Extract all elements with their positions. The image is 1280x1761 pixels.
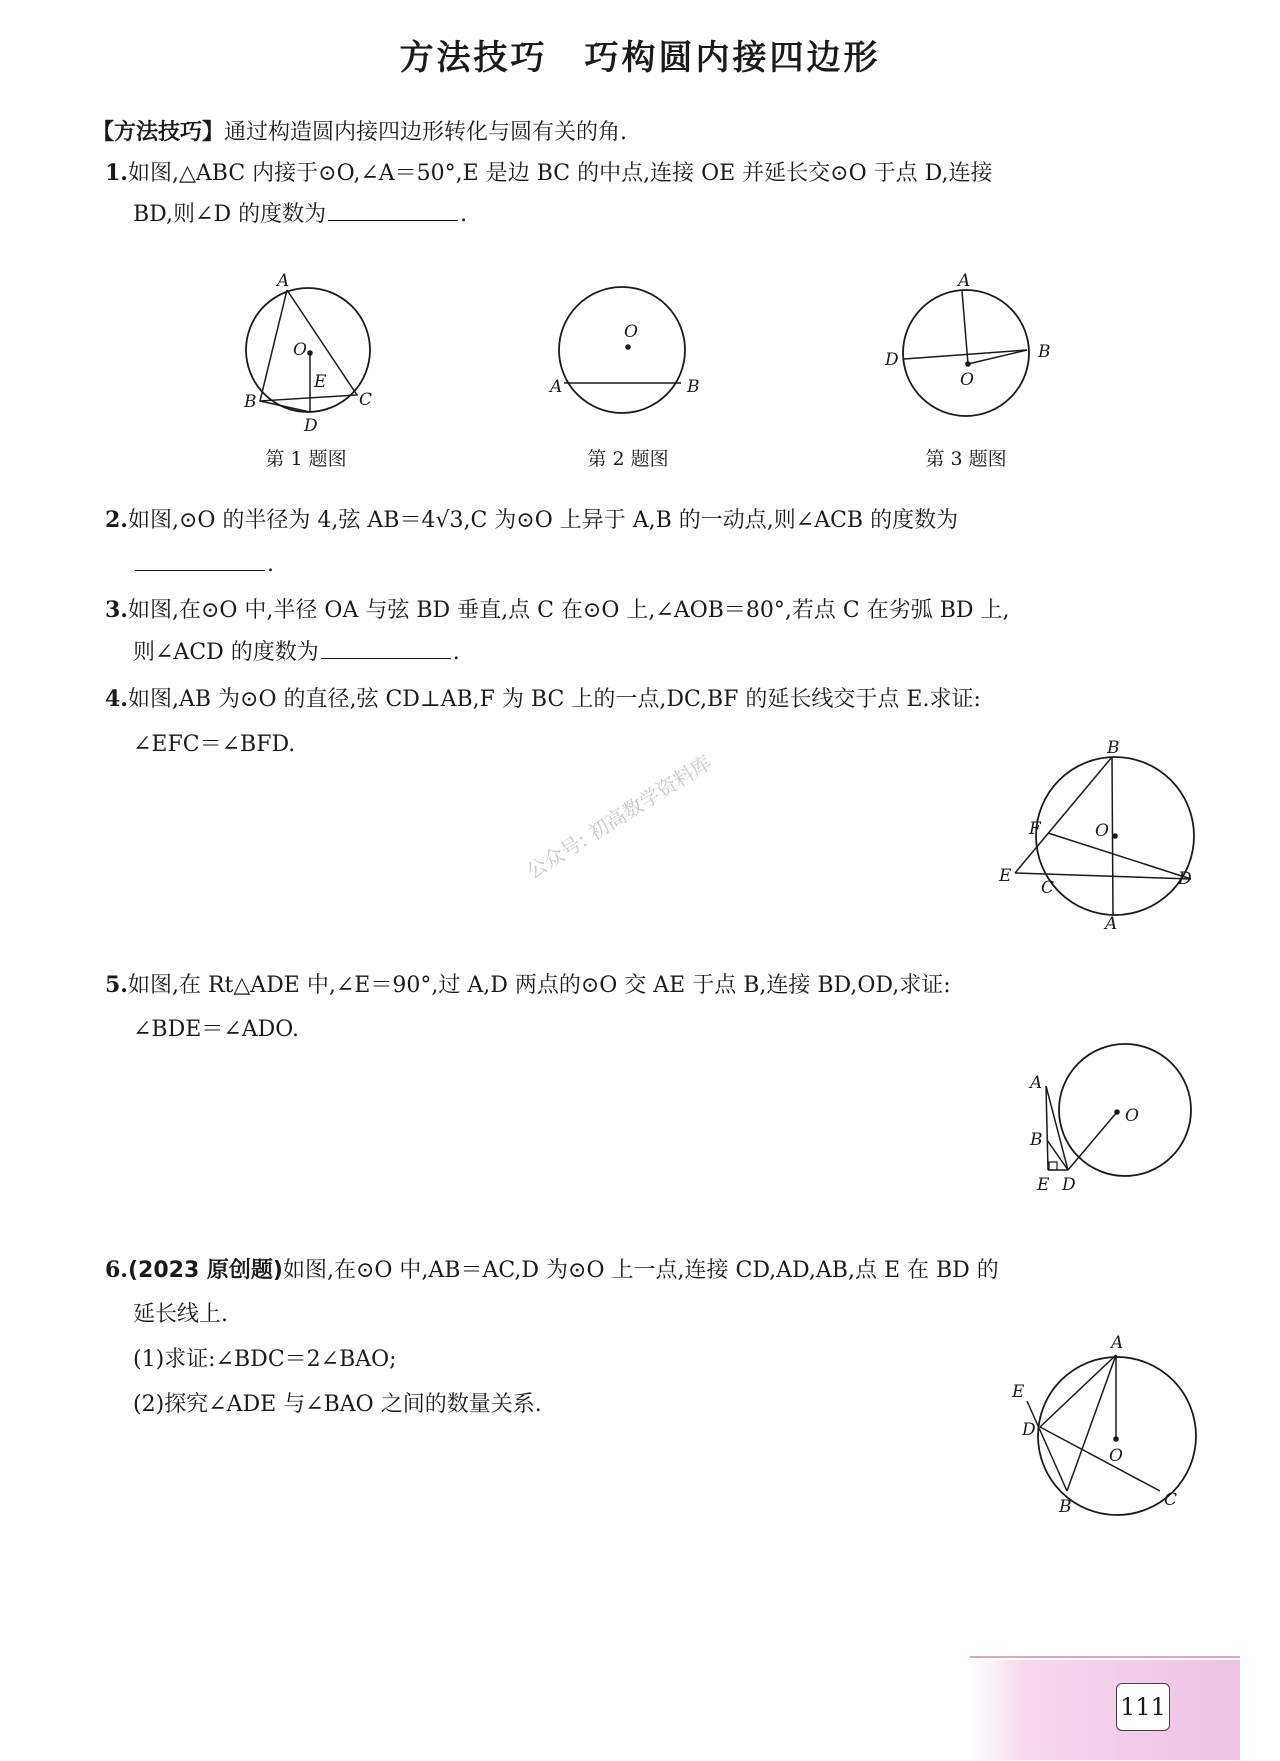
- problem-5-number: 5.: [105, 972, 128, 998]
- problem-3-number: 3.: [105, 597, 128, 623]
- fig1-label-c: C: [359, 390, 373, 410]
- fig3-label-o: O: [960, 370, 974, 390]
- fig6-segment-ab: [1067, 1355, 1116, 1491]
- fig3-label-a: A: [958, 271, 971, 291]
- fig6-label-a: A: [1111, 1333, 1124, 1353]
- figure-2: [550, 275, 700, 445]
- fig1-triangle: [260, 290, 357, 401]
- problem-4-line-1: [105, 684, 981, 715]
- problem-1-line-1: [105, 158, 992, 189]
- fig5-label-o: O: [1125, 1106, 1139, 1126]
- fig4-line-eb: [1015, 757, 1112, 873]
- problem-6-line-2: [133, 1300, 228, 1330]
- fig5-label-a: A: [1030, 1073, 1043, 1093]
- fig2-label-o: O: [624, 322, 638, 342]
- footer-decoration: [970, 1660, 1240, 1760]
- fig2-label-b: B: [687, 377, 700, 397]
- fig2-center-dot: [625, 344, 631, 350]
- figure-5: [1025, 1030, 1200, 1195]
- problem-6-number: 6.: [105, 1257, 128, 1283]
- problem-4-text-1: 如图,AB 为⊙O 的直径,弦 CD⊥AB,F 为 BC 上的一点,DC,BF 的延长线交于点 E.求证:: [127, 687, 981, 712]
- fig5-segment-ad: [1046, 1086, 1068, 1170]
- fig6-segment-eb: [1027, 1401, 1067, 1491]
- page-number: 111: [1116, 1683, 1170, 1731]
- fig4-line-fd: [1048, 833, 1191, 879]
- fig4-label-f: F: [1029, 819, 1041, 839]
- caption-figure-3: 第 3 题图: [925, 448, 1007, 470]
- problem-4-number: 4.: [105, 686, 128, 712]
- problem-6-text-2: 延长线上.: [133, 1302, 228, 1327]
- fig5-label-e: E: [1037, 1175, 1050, 1195]
- fig4-label-b: B: [1107, 738, 1120, 758]
- fig4-label-a: A: [1105, 914, 1118, 934]
- problem-6-tag: (2023 原创题): [127, 1258, 283, 1283]
- method-tag: 【方法技巧】: [92, 120, 225, 145]
- fig1-circle: [246, 288, 373, 412]
- fig1-label-a: A: [277, 271, 290, 291]
- footer-divider: [970, 1656, 1240, 1658]
- figure-1: [235, 271, 405, 445]
- figure-3: [880, 271, 1060, 445]
- answer-blank[interactable]: [321, 638, 451, 659]
- problem-1-line-2: [133, 200, 467, 230]
- fig6-segment-dc: [1040, 1427, 1160, 1491]
- problem-4-text-2: ∠EFC＝∠BFD.: [133, 732, 296, 757]
- problem-3-line-1: [105, 595, 1010, 626]
- fig5-label-d: D: [1062, 1175, 1076, 1195]
- fig3-label-b: B: [1038, 342, 1051, 362]
- problem-4-line-2: [133, 730, 295, 760]
- answer-blank[interactable]: [135, 550, 265, 571]
- fig4-label-d: D: [1178, 869, 1192, 889]
- fig5-segment-ae: [1046, 1086, 1048, 1170]
- fig1-label-e: E: [314, 372, 327, 392]
- problem-2-end: .: [267, 552, 274, 577]
- problem-5-text-1: 如图,在 Rt△ADE 中,∠E＝90°,过 A,D 两点的⊙O 交 AE 于点 B,连接 BD,OD,求证:: [127, 973, 951, 998]
- fig6-label-c: C: [1164, 1490, 1178, 1510]
- fig6-center-dot: [1113, 1436, 1119, 1442]
- fig1-label-o: O: [293, 340, 307, 360]
- problem-6-sub-1-text: (1)求证:∠BDC＝2∠BAO;: [133, 1347, 397, 1372]
- fig1-center-dot: [307, 350, 313, 356]
- method-text: 通过构造圆内接四边形转化与圆有关的角.: [224, 120, 628, 145]
- fig5-label-b: B: [1030, 1130, 1043, 1150]
- fig6-label-o: O: [1109, 1446, 1123, 1466]
- fig4-label-c: C: [1041, 878, 1055, 898]
- fig5-segment-od: [1068, 1112, 1117, 1170]
- page-title: 方法技巧 巧构圆内接四边形: [399, 38, 881, 78]
- figure-4: [995, 738, 1195, 934]
- problem-5-line-2: [133, 1015, 299, 1045]
- fig6-label-d: D: [1022, 1420, 1036, 1440]
- problem-3-text-2: 则∠ACD 的度数为: [133, 640, 319, 665]
- problem-1-number: 1.: [105, 160, 128, 186]
- fig3-center-dot: [965, 361, 971, 367]
- fig1-bd-line: [260, 401, 310, 412]
- caption-figure-2: 第 2 题图: [587, 448, 669, 470]
- problem-6-sub-2-text: (2)探究∠ADE 与∠BAO 之间的数量关系.: [133, 1392, 542, 1417]
- fig1-label-d: D: [304, 416, 318, 436]
- problem-6-text-1: 如图,在⊙O 中,AB＝AC,D 为⊙O 上一点,连接 CD,AD,AB,点 E 在 BD 的: [282, 1258, 999, 1283]
- problem-6-line-1: [105, 1255, 999, 1286]
- problem-3-line-2: [133, 638, 460, 668]
- figure-6: [1000, 1335, 1200, 1520]
- problem-2-text-1: 如图,⊙O 的半径为 4,弦 AB＝4√3,C 为⊙O 上异于 A,B 的一动点,则∠ACB 的度数为: [127, 508, 959, 533]
- fig2-label-a: A: [550, 377, 563, 397]
- problem-1-text-1: 如图,△ABC 内接于⊙O,∠A＝50°,E 是边 BC 的中点,连接 OE 并延长交⊙O 于点 D,连接: [127, 161, 993, 186]
- fig6-label-e: E: [1012, 1382, 1025, 1402]
- fig1-label-b: B: [244, 392, 257, 412]
- problem-6-sub-1: [133, 1345, 397, 1375]
- problem-2-line-1: [105, 505, 958, 536]
- problem-1-text-2: BD,则∠D 的度数为: [133, 202, 327, 227]
- problem-5-line-1: [105, 970, 951, 1001]
- answer-blank[interactable]: [328, 200, 458, 221]
- fig3-label-d: D: [885, 350, 899, 370]
- watermark: 公众号: 初高数学资料库: [522, 750, 716, 884]
- fig5-right-angle-mark: [1049, 1162, 1057, 1170]
- fig4-label-e: E: [999, 866, 1012, 886]
- problem-2-line-2: [133, 550, 274, 580]
- fig6-label-b: B: [1059, 1497, 1072, 1517]
- fig2-circle: [559, 287, 685, 413]
- fig4-center-dot: [1112, 833, 1118, 839]
- problem-1-end: .: [460, 202, 468, 227]
- fig5-center-dot: [1114, 1109, 1120, 1115]
- problem-3-end: .: [452, 640, 460, 665]
- fig4-label-o: O: [1095, 821, 1109, 841]
- method-intro: [92, 118, 627, 148]
- problem-5-text-2: ∠BDE＝∠ADO.: [133, 1017, 299, 1042]
- problem-3-text-1: 如图,在⊙O 中,半径 OA 与弦 BD 垂直,点 C 在⊙O 上,∠AOB＝80°,若点 C 在劣弧 BD 上,: [127, 598, 1010, 623]
- caption-figure-1: 第 1 题图: [265, 448, 347, 470]
- fig3-radius-oa: [962, 291, 968, 364]
- fig3-circle: [903, 290, 1029, 416]
- problem-2-number: 2.: [105, 507, 128, 533]
- problem-6-sub-2: [133, 1390, 542, 1420]
